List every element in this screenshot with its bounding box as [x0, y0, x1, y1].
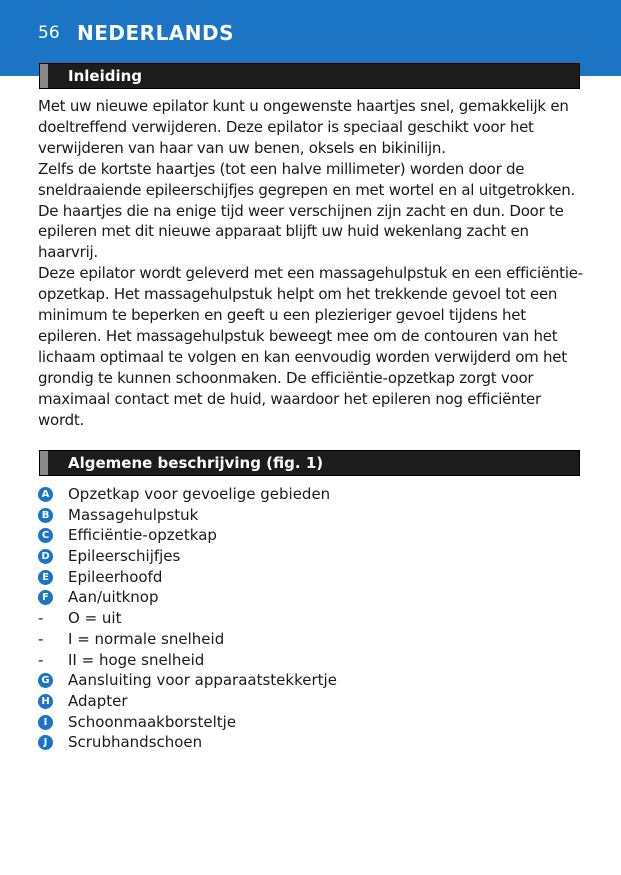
dash-bullet: - — [38, 629, 44, 648]
part-list-item — [38, 712, 558, 733]
part-label: Opzetkap voor gevoelige gebieden — [68, 485, 331, 503]
part-list-item — [38, 546, 558, 567]
part-letter-badge: A — [38, 487, 53, 502]
part-list-item — [38, 670, 558, 691]
part-letter-badge: F — [38, 590, 53, 605]
part-list-item — [38, 691, 558, 712]
switch-setting-item — [38, 629, 558, 650]
part-label: Epileerschijfjes — [68, 547, 181, 566]
part-letter-badge: I — [38, 715, 53, 730]
page-number: 56 — [38, 23, 60, 43]
intro-paragraph: Zelfs de kortste haartjes (tot een halve millimeter) worden door de sneldraaiende epileerschijfjes gegrepen en met wortel en al uitgetrokken. De haartjes die na enige tijd weer verschijnen zijn zacht en dun. Door te epileren met dit nieuwe apparaat blijft uw huid wekenlang zacht en haarvrij. — [38, 159, 576, 262]
part-list-item — [38, 587, 558, 608]
section-heading-intro-label: Inleiding — [68, 67, 143, 85]
part-label: I = normale snelheid — [68, 629, 225, 648]
part-list-item — [38, 732, 558, 753]
switch-setting-item — [38, 650, 558, 671]
part-list-item — [38, 505, 558, 526]
part-label: Schoonmaakborsteltje — [68, 712, 237, 731]
part-label: Adapter — [68, 691, 128, 710]
part-label: II = hoge snelheid — [68, 650, 205, 669]
part-letter-badge: C — [38, 528, 53, 543]
heading-accent — [40, 451, 48, 475]
part-label: Aan/uitknop — [68, 588, 159, 607]
part-letter-badge: J — [38, 735, 53, 750]
part-label: O = uit — [68, 609, 122, 628]
part-label: Aansluiting voor apparaatstekkertje — [68, 671, 337, 690]
intro-text — [38, 96, 586, 431]
part-label: Epileerhoofd — [68, 567, 163, 586]
section-heading-intro — [39, 63, 580, 89]
switch-setting-item — [38, 608, 558, 629]
part-letter-badge: E — [38, 570, 53, 585]
dash-bullet: - — [38, 609, 44, 628]
part-letter-badge: D — [38, 549, 53, 564]
section-heading-description-label: Algemene beschrijving (fig. 1) — [68, 454, 324, 472]
part-letter-badge: H — [38, 694, 53, 709]
part-letter-badge: B — [38, 508, 53, 523]
part-letter-badge: G — [38, 673, 53, 688]
part-list-item — [38, 567, 558, 588]
language-title: NEDERLANDS — [77, 21, 235, 45]
part-label: Scrubhandschoen — [68, 733, 203, 752]
part-label: Massagehulpstuk — [68, 505, 199, 524]
part-list-item — [38, 525, 558, 546]
part-label: Efficiëntie-opzetkap — [68, 526, 217, 545]
heading-accent — [40, 64, 48, 88]
intro-paragraph: Met uw nieuwe epilator kunt u ongewenste haartjes snel, gemakkelijk en doeltreffend verwijderen. Deze epilator is speciaal geschikt voor het verwijderen van haar van uw benen, oksels en bikinilijn. — [38, 97, 569, 157]
parts-list — [38, 484, 558, 753]
part-list-item — [38, 484, 558, 505]
intro-paragraph: Deze epilator wordt geleverd met een massagehulpstuk en een efficiëntie-opzetkap. Het massagehulpstuk helpt om het trekkende gevoel tot een minimum te beperken en geeft u een plezieriger gevoel tijdens het epileren. Het massagehulpstuk beweegt mee om de contouren van het lichaam optimaal te volgen en kan eenvoudig worden verwijderd om het grondig te kunnen schoonmaken. De efficiëntie-opzetkap zorgt voor maximaal contact met de huid, waardoor het epileren nog efficiënter wordt. — [38, 264, 583, 429]
dash-bullet: - — [38, 650, 44, 669]
section-heading-description — [39, 450, 580, 476]
